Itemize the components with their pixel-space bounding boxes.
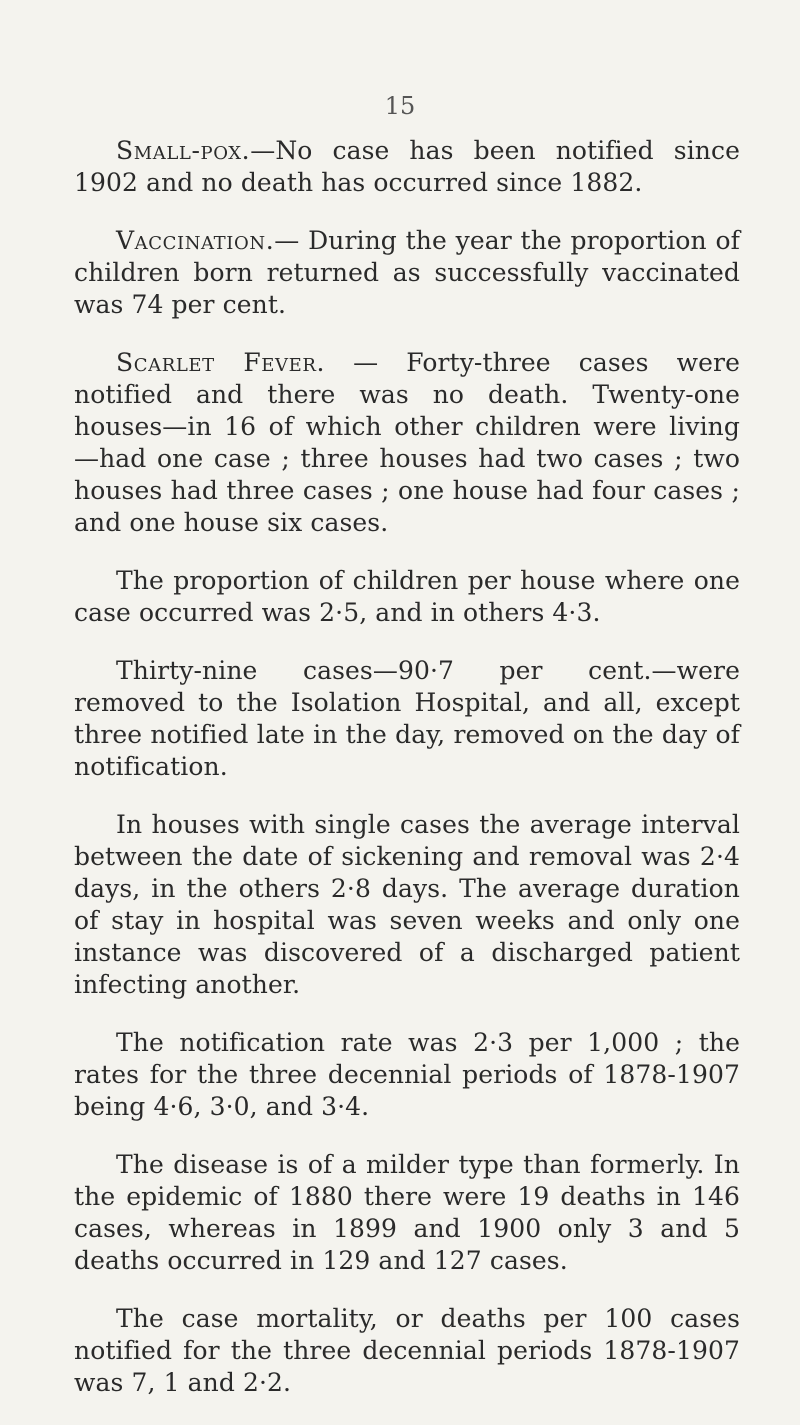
paragraph-vaccination bbox=[74, 225, 740, 321]
paragraph-small-pox bbox=[74, 135, 740, 199]
paragraph-text: In houses with single cases the average interval between the date of sickening and removal was 2·4 days, in the others 2·8 days. The average duration of stay in hospital was seven weeks and only one instance was discovered of a discharged patient infecting another. bbox=[74, 810, 740, 999]
paragraph-text: The notification rate was 2·3 per 1,000 ; the rates for the three decennial periods of 1878-1907 being 4·6, 3·0, and 3·4. bbox=[74, 1028, 740, 1121]
page-number: 15 bbox=[384, 92, 416, 120]
paragraph-milder-type bbox=[74, 1149, 740, 1277]
heading-small-pox: Small-pox. bbox=[116, 136, 251, 165]
paragraph-text: The disease is of a milder type than formerly. In the epidemic of 1880 there were 19 deaths in 146 cases, whereas in 1899 and 1900 only 3 and 5 deaths occurred in 129 and 127 cases. bbox=[74, 1150, 740, 1275]
paragraph-proportion bbox=[74, 565, 740, 629]
paragraph-text: —No case has been notified since 1902 and no death has occurred since 1882. bbox=[74, 136, 740, 197]
paragraph-text: Thirty-nine cases—90·7 per cent.—were removed to the Isolation Hospital, and all, except three notified late in the day, removed on the day of notification. bbox=[74, 656, 740, 781]
page-body bbox=[74, 135, 740, 1425]
paragraph-scarlet-fever bbox=[74, 347, 740, 539]
paragraph-case-mortality bbox=[74, 1303, 740, 1399]
paragraph-removal bbox=[74, 655, 740, 783]
paragraph-text: — During the year the proportion of children born returned as successfully vaccinated was 74 per cent. bbox=[74, 226, 740, 319]
paragraph-notification-rate bbox=[74, 1027, 740, 1123]
paragraph-text: The case mortality, or deaths per 100 cases notified for the three decennial periods 1878-1907 was 7, 1 and 2·2. bbox=[74, 1304, 740, 1397]
paragraph-interval bbox=[74, 809, 740, 1001]
heading-scarlet-fever: Scarlet Fever. bbox=[116, 348, 326, 377]
paragraph-text: — Forty-three cases were notified and there was no death. Twenty-one houses—in 16 of which other children were living —had one case ; three houses had two cases ; two houses had three cases ; one house had four cases ; and one house six cases. bbox=[74, 348, 740, 537]
paragraph-text: The proportion of children per house where one case occurred was 2·5, and in others 4·3. bbox=[74, 566, 740, 627]
heading-vaccination: Vaccination. bbox=[116, 226, 275, 255]
